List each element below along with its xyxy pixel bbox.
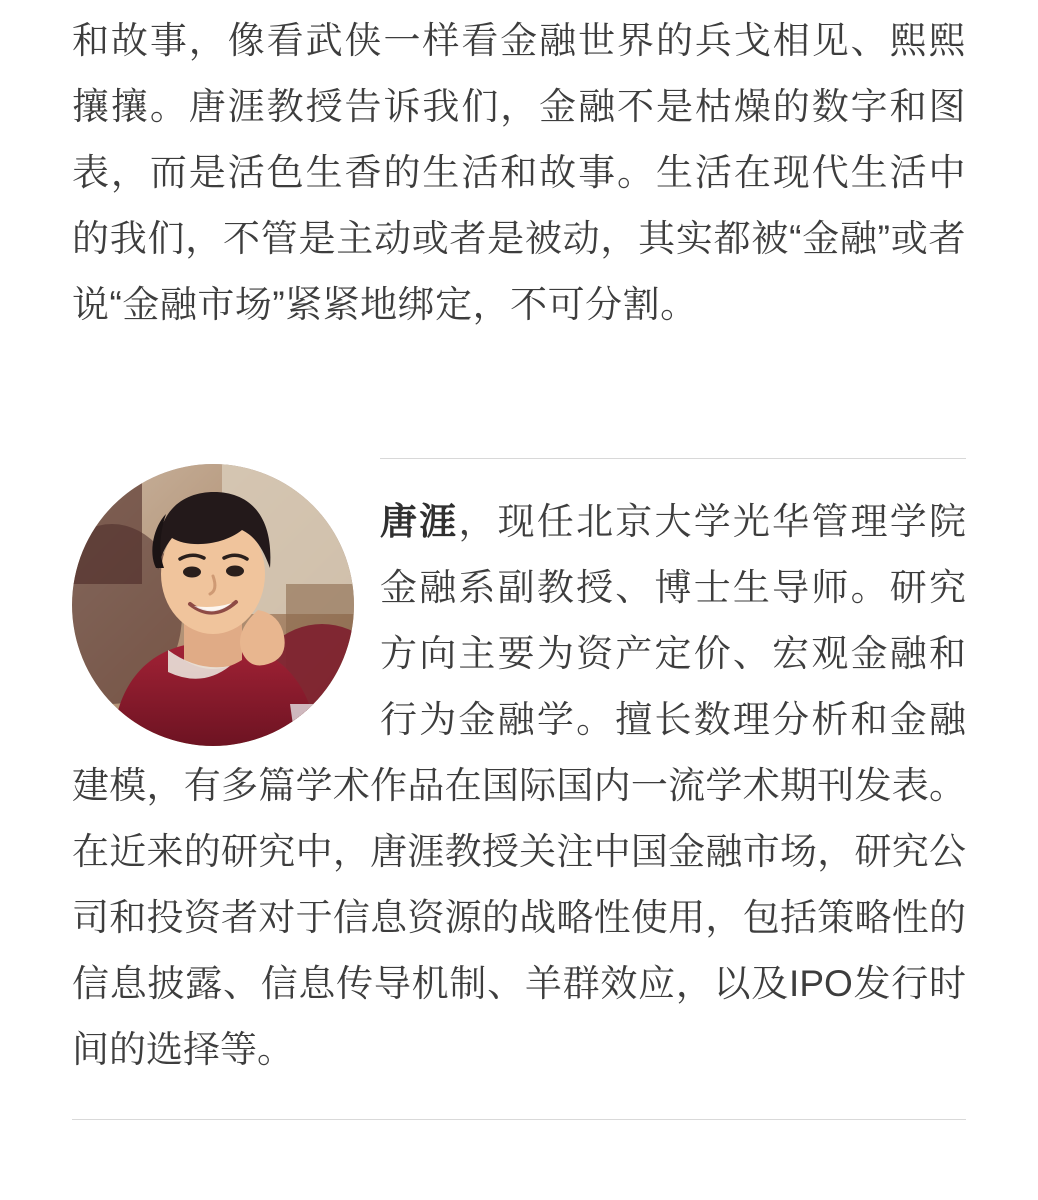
author-bio-lead: ，现任北京大学光华管理学院金融系副教授、博士生导师。研究方向主要为资产定价、宏观金融和 <box>380 501 967 674</box>
bio-divider <box>380 458 966 459</box>
bottom-divider <box>72 1119 966 1120</box>
author-name: 唐涯 <box>380 501 459 542</box>
intro-paragraph: 和故事，像看武侠一样看金融世界的兵戈相见、熙熙攘攘。唐涯教授告诉我们，金融不是枯燥的数字和图表，而是活色生香的生活和故事。生活在现代生活中的我们，不管是主动或者是被动，其实都被“金融”或者说“金融市场”紧紧地绑定，不可分割。 <box>72 20 966 325</box>
avatar <box>72 464 354 746</box>
author-bio-rest: 行为金融学。擅长数理分析和金融建模，有多篇学术作品在国际国内一流学术期刊发表。在近来的研究中，唐涯教授关注中国金融市场，研究公司和投资者对于信息资源的战略性使用，包括策略性的信息披露、信息传导机制、羊群效应，以及IPO发行时间的选择等。 <box>72 699 966 1070</box>
avatar-photo-icon <box>72 464 354 746</box>
author-block <box>72 458 966 1083</box>
